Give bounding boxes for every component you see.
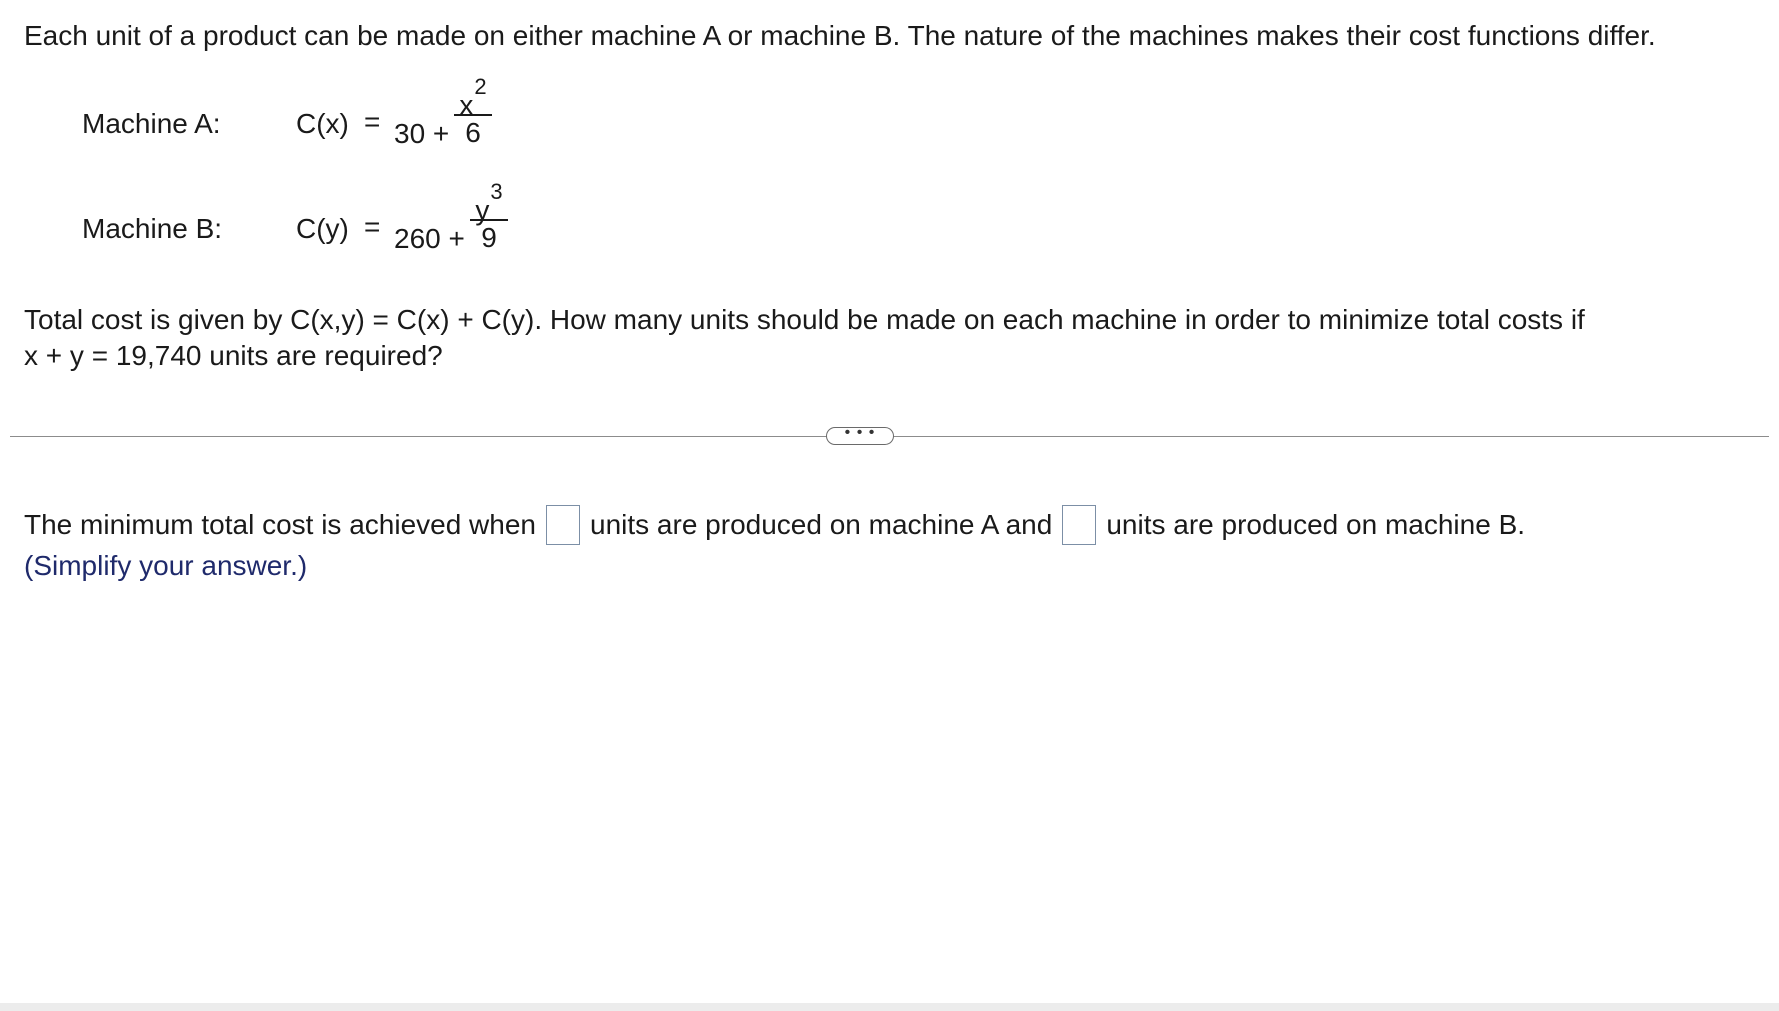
expand-more-button[interactable]: • • •	[826, 427, 894, 445]
machine-a-units-input[interactable]	[546, 505, 580, 545]
machine-b-denominator: 9	[481, 222, 497, 253]
machine-b-fraction	[470, 179, 508, 253]
answer-text-before: The minimum total cost is achieved when	[24, 509, 536, 540]
machine-b-units-input[interactable]	[1062, 505, 1096, 545]
question-line-1: Total cost is given by C(x,y) = C(x) + C(y). How many units should be made on each machine in order to minimize total costs if	[24, 304, 1585, 335]
machine-b-function: C(y)	[296, 213, 349, 244]
machine-b-equals: =	[364, 211, 381, 242]
machine-a-denominator: 6	[465, 117, 481, 148]
machine-a-equals: =	[364, 106, 381, 137]
machine-a-numerator: $x^2$	[459, 74, 487, 121]
question-line-2: x + y = 19,740 units are required?	[24, 340, 443, 371]
machine-b-numerator: $y^3$	[475, 179, 503, 226]
answer-text-after: units are produced on machine B.	[1106, 509, 1526, 540]
problem-question	[24, 302, 1724, 374]
problem-intro: Each unit of a product can be made on either machine A or machine B. The nature of the machines makes their cost functions differ.	[24, 20, 1656, 51]
machine-a-label: Machine A:	[82, 108, 221, 139]
machine-a-fraction	[454, 74, 492, 148]
machine-a-constant: 30 +	[394, 118, 450, 149]
answer-sentence	[24, 505, 1525, 545]
machine-b-constant: 260 +	[394, 223, 465, 254]
machine-b-label: Machine B:	[82, 213, 223, 244]
answer-text-middle: units are produced on machine A and	[590, 509, 1053, 540]
bottom-bar	[0, 1003, 1779, 1011]
machine-a-function: C(x)	[296, 108, 349, 139]
simplify-hint: (Simplify your answer.)	[24, 550, 308, 581]
machine-a-exponent: 2	[474, 74, 487, 99]
machine-b-exponent: 3	[490, 179, 503, 204]
